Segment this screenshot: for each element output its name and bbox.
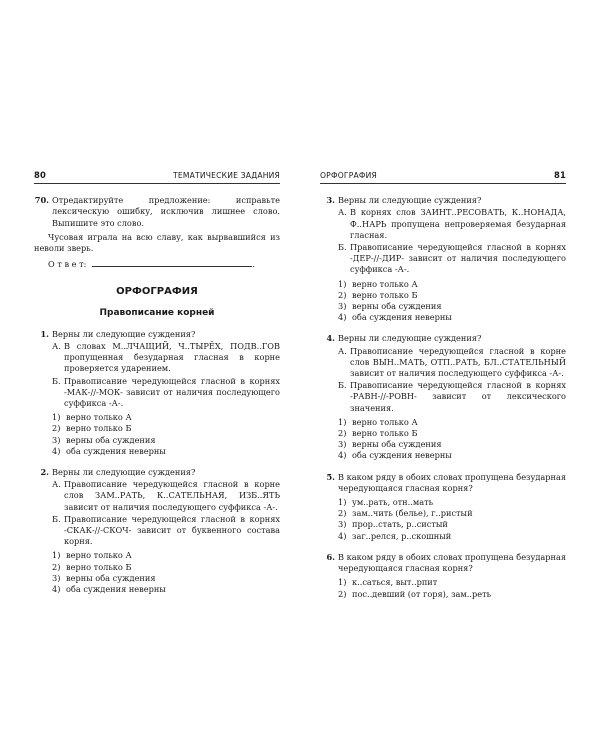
statement-letter: А.	[338, 207, 347, 218]
option-text: оба суждения неверны	[66, 445, 166, 456]
answer-option[interactable]	[320, 301, 566, 312]
option-number: 4)	[52, 445, 61, 456]
answer-option[interactable]	[320, 279, 566, 290]
running-header	[320, 170, 566, 184]
task-number: 70.	[34, 195, 49, 206]
option-text: верно только А	[352, 278, 418, 289]
task-number: 3.	[326, 195, 335, 206]
task-number: 4.	[326, 333, 335, 344]
option-text: прор..стать, р..систый	[352, 519, 448, 530]
option-text: верно только Б	[352, 428, 418, 439]
answer-option[interactable]	[320, 577, 566, 588]
task-header	[320, 472, 566, 494]
task-70	[34, 195, 280, 270]
option-text: оба суждения неверны	[352, 450, 452, 461]
option-number: 1)	[52, 550, 61, 561]
page-number: 81	[553, 170, 566, 180]
option-number: 4)	[338, 450, 347, 461]
answer-end: .	[252, 259, 256, 270]
option-number: 3)	[52, 434, 61, 445]
option-number: 4)	[338, 312, 347, 323]
option-list	[34, 412, 280, 457]
answer-option[interactable]	[320, 519, 566, 530]
answer-option[interactable]	[320, 450, 566, 461]
option-text: верны оба суждения	[66, 572, 156, 583]
right-page	[320, 170, 566, 610]
task-question: Верны ли следующие суждения?	[52, 328, 196, 339]
option-number: 1)	[338, 278, 347, 289]
task-instruction: Отредактируйте предложение: исправьте лексическую ошибку, исключив лишнее слово. Выпишите это слово.	[52, 195, 280, 228]
answer-option[interactable]	[34, 446, 280, 457]
task-header	[320, 333, 566, 344]
statement-letter: Б.	[52, 513, 61, 524]
answer-option[interactable]	[34, 435, 280, 446]
answer-option[interactable]	[320, 290, 566, 301]
option-text: верно только Б	[66, 561, 132, 572]
answer-option[interactable]	[320, 439, 566, 450]
option-number: 2)	[338, 289, 347, 300]
task-item	[320, 333, 566, 461]
option-list	[320, 497, 566, 542]
answer-option[interactable]	[320, 312, 566, 323]
statement	[34, 514, 280, 548]
statement-text: Правописание чередующейся гласной в корнях -РАВН-//-РОВН- зависит от лексического значения.	[350, 380, 566, 413]
option-number: 3)	[338, 301, 347, 312]
statement-letter: Б.	[338, 242, 347, 253]
answer-option[interactable]	[34, 584, 280, 595]
statement-text: Правописание чередующейся гласной в корне слов ЗАМ..РАТЬ, К..САТЕЛЬНАЯ, ИЗБ..ЯТЬ зависит от наличия последующего суффикса -А-.	[64, 479, 280, 512]
answer-option[interactable]	[34, 573, 280, 584]
answer-option[interactable]	[320, 589, 566, 600]
task-question: Верны ли следующие суждения?	[338, 195, 482, 206]
header-title: ТЕМАТИЧЕСКИЕ ЗАДАНИЯ	[173, 171, 280, 180]
task-header	[34, 467, 280, 478]
option-list	[320, 279, 566, 324]
option-number: 4)	[52, 584, 61, 595]
answer-option[interactable]	[34, 412, 280, 423]
subsection-title: Правописание корней	[99, 307, 215, 318]
task-sentence: Чусовая играла на всю славу, как вырвавшийся из неволи зверь.	[34, 231, 280, 254]
statement	[320, 207, 566, 241]
option-text: заг..релся, р..скошный	[352, 530, 452, 541]
task-item	[320, 552, 566, 600]
option-number: 4)	[338, 530, 347, 541]
answer-option[interactable]	[320, 497, 566, 508]
option-text: верно только А	[352, 416, 418, 427]
statement-text: Правописание чередующейся гласной в корнях -МАК-//-МОК- зависит от наличия последующего суффикса -А-.	[64, 375, 280, 409]
section-title: ОРФОГРАФИЯ	[116, 286, 198, 298]
task-item	[320, 472, 566, 542]
statement-text: Правописание чередующейся гласной в корне слов ВЫН..МАТЬ, ОТП..РАТЬ, БЛ..СТАТЕЛЬНЫЙ зависит от наличия последующего суффикса -А-.	[350, 345, 566, 379]
option-text: верно только Б	[352, 289, 418, 300]
statement	[34, 479, 280, 513]
statement-letter: А.	[52, 341, 61, 352]
option-number: 2)	[52, 423, 61, 434]
task-question: Верны ли следующие суждения?	[338, 333, 482, 344]
left-task-list	[34, 329, 280, 595]
option-number: 2)	[338, 428, 347, 439]
option-text: верны оба суждения	[352, 301, 442, 312]
task-header	[320, 195, 566, 206]
option-text: ум..рать, отн..мать	[352, 497, 434, 508]
task-question: В каком ряду в обоих словах пропущена безударная чередующаяся гласная корня?	[338, 471, 566, 493]
option-number: 1)	[338, 416, 347, 427]
running-header	[34, 170, 280, 184]
option-number: 2)	[338, 508, 347, 519]
option-list	[320, 417, 566, 462]
option-text: к..саться, выт..рпит	[352, 577, 438, 588]
statement-text: В корнях слов ЗАИНТ..РЕСОВАТЬ, К..НОНАДА, Ф..НАРЬ пропущена непроверяемая безударная гласная.	[350, 207, 566, 240]
answer-option[interactable]	[34, 550, 280, 561]
option-text: оба суждения неверны	[352, 312, 452, 323]
option-number: 3)	[338, 519, 347, 530]
task-question: В каком ряду в обоих словах пропущена безударная чередующаяся гласная корня?	[338, 551, 566, 574]
statement	[34, 341, 280, 375]
option-number: 3)	[52, 572, 61, 583]
answer-option[interactable]	[320, 531, 566, 542]
statement-letter: А.	[52, 479, 61, 490]
option-number: 1)	[338, 497, 347, 508]
answer-row	[34, 257, 280, 270]
answer-label: О т в е т:	[48, 259, 87, 270]
option-text: верны оба суждения	[66, 434, 156, 445]
option-number: 3)	[338, 439, 347, 450]
option-number: 1)	[338, 577, 347, 588]
task-question: Верны ли следующие суждения?	[52, 467, 196, 478]
statement-text: Правописание чередующейся гласной в корнях -СКАК-//-СКОЧ- зависит от буквенного состава корня.	[64, 513, 280, 547]
statement	[34, 376, 280, 410]
task-header	[34, 329, 280, 340]
task-item	[320, 195, 566, 323]
statement-letter: Б.	[338, 380, 347, 391]
option-number: 2)	[52, 561, 61, 572]
task-number: 6.	[326, 551, 335, 562]
task-item	[34, 329, 280, 457]
option-text: верны оба суждения	[352, 439, 442, 450]
option-text: верно только Б	[66, 423, 132, 434]
option-number: 2)	[338, 588, 347, 599]
header-title: ОРФОГРАФИЯ	[320, 171, 377, 180]
option-text: верно только А	[66, 550, 132, 561]
left-page	[34, 170, 280, 605]
option-number: 1)	[52, 412, 61, 423]
page-number: 80	[34, 170, 47, 180]
task-item	[34, 467, 280, 595]
option-list	[34, 550, 280, 595]
answer-option[interactable]	[34, 423, 280, 434]
option-text: пос..девший (от горя), зам..реть	[352, 588, 492, 599]
task-number: 2.	[40, 467, 49, 478]
task-number: 1.	[40, 328, 49, 339]
statement	[320, 346, 566, 380]
statement	[320, 242, 566, 276]
statement-letter: А.	[338, 345, 347, 356]
task-header	[320, 552, 566, 574]
statement	[320, 380, 566, 414]
right-task-list	[320, 195, 566, 600]
answer-option[interactable]	[320, 428, 566, 439]
answer-line[interactable]	[92, 257, 252, 267]
answer-option[interactable]	[34, 562, 280, 573]
option-list	[320, 577, 566, 599]
answer-option[interactable]	[320, 417, 566, 428]
answer-option[interactable]	[320, 508, 566, 519]
option-text: верно только А	[66, 412, 132, 423]
option-text: оба суждения неверны	[66, 584, 166, 595]
statement-text: Правописание чередующейся гласной в корнях -ДЕР-//-ДИР- зависит от наличия последующего суффикса -А-.	[350, 242, 566, 275]
option-text: зам..чить (белье), г..ристый	[352, 508, 473, 519]
statement-letter: Б.	[52, 375, 61, 386]
task-number: 5.	[326, 471, 335, 482]
statement-text: В словах М..ЛЧАЩИЙ, Ч..ТЫРЁХ, ПОДВ..ГОВ пропущенная безударная гласная в корне проверяется ударением.	[64, 341, 280, 374]
